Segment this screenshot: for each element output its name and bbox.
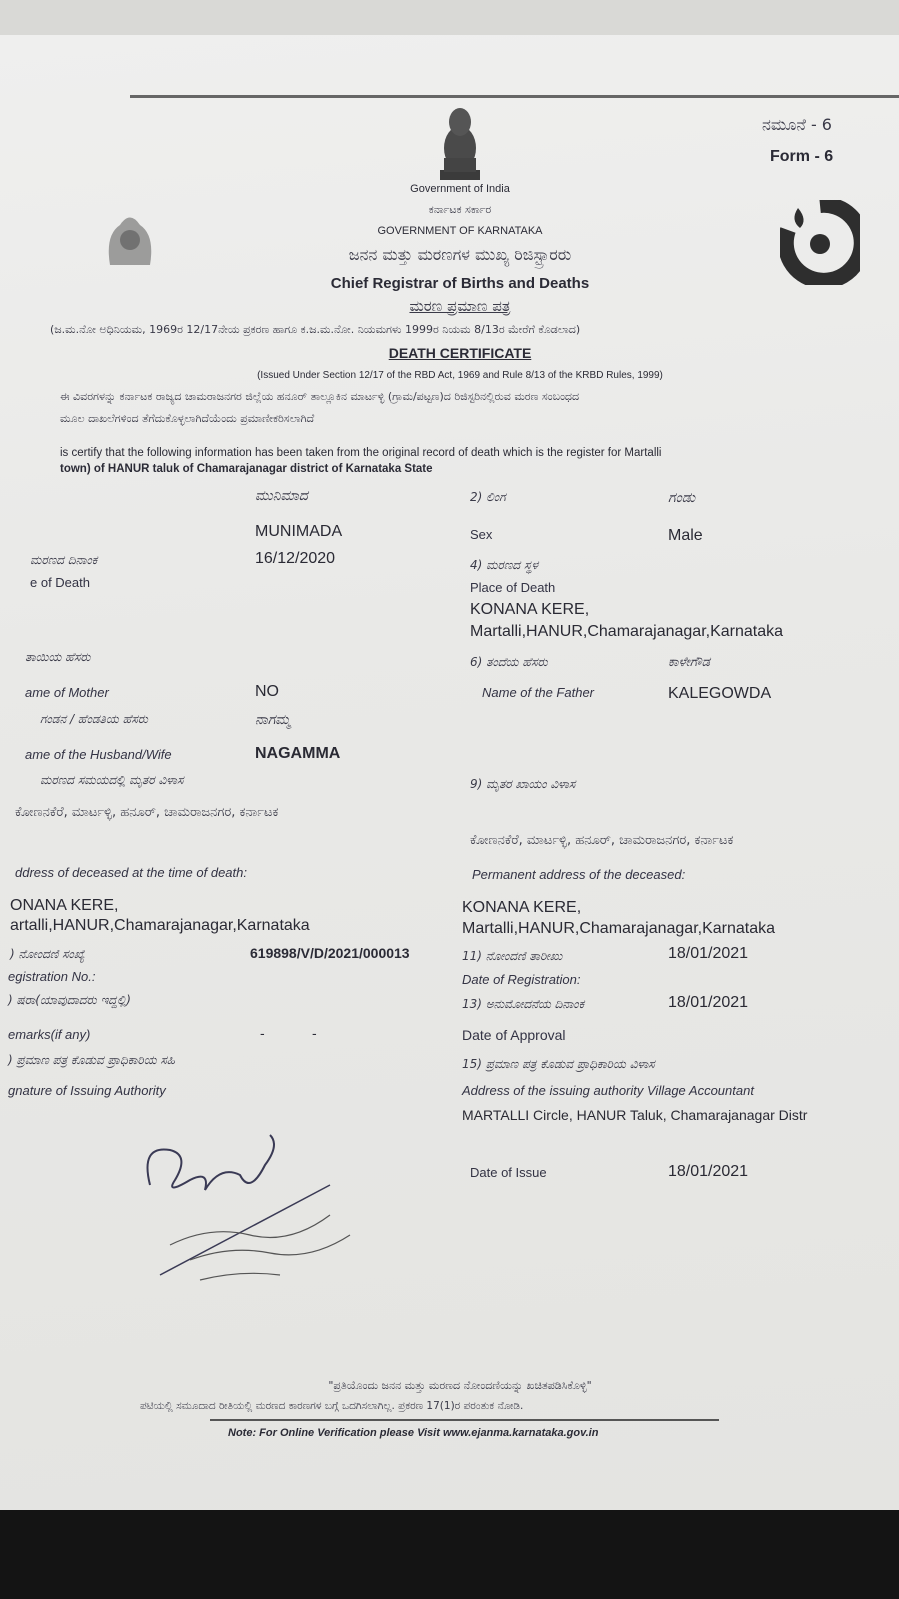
cert-kn: ಮರಣ ಪ್ರಮಾಣ ಪತ್ರ <box>409 297 511 315</box>
form-no-en: Form - 6 <box>770 148 834 165</box>
reg-label-kn: ) ನೋಂದಣಿ ಸಂಖ್ಯೆ <box>10 947 85 961</box>
intro-kn-1: ಈ ವಿವರಗಳನ್ನು ಕರ್ನಾಟಕ ರಾಜ್ಯದ ಚಾಮರಾಜನಗರ ಜಿಲ್ಲೆಯ ಹನೂರ್ ತಾಲ್ಲೂಕಿನ ಮಾರ್ಟಳ್ಳಿ (ಗ್ರಾಮ/ಪಟ್ಟಣ)ದ ರಿಜಿಸ್ಟರಿನಲ್ಲಿರುವ ಮರಣ ಸಂಬಂಧದ <box>60 390 580 403</box>
addr-perm-1: KONANA KERE, <box>462 899 582 916</box>
act-kn: (ಜ.ಮ.ನೋ ಅಧಿನಿಯಮ, 1969ರ 12/17ನೇಯ ಪ್ರಕರಣ ಹಾಗೂ ಕ.ಜ.ಮ.ನೋ. ನಿಯಮಗಳು 1999ರ ನಿಯಮ 8/13ರ ಮೇರೆಗೆ ಕೊಡಲಾದ) <box>50 323 581 336</box>
issuer-address: MARTALLI Circle, HANUR Taluk, Chamarajanagar Distr <box>462 1107 808 1123</box>
remarks-label-kn: ) ಷರಾ(ಯಾವುದಾದರು ಇದ್ದಲ್ಲಿ) <box>8 993 131 1007</box>
father-label-kn: 6) ತಂದೆಯ ಹೆಸರು <box>470 655 548 669</box>
sign-label-kn: ) ಪ್ರಮಾಣ ಪತ್ರ ಕೊಡುವ ಪ್ರಾಧಿಕಾರಿಯ ಸಹಿ <box>8 1053 176 1067</box>
desk-background <box>0 1510 899 1599</box>
approval-date: 18/01/2021 <box>668 994 749 1011</box>
footer-rule <box>210 1419 719 1421</box>
place-of-death-1: KONANA KERE, <box>470 601 590 618</box>
registrar-en: Chief Registrar of Births and Deaths <box>330 275 590 292</box>
issuer-addr-label-kn: 15) ಪ್ರಮಾಣ ಪತ್ರ ಕೊಡುವ ಪ್ರಾಧಿಕಾರಿಯ ವಿಳಾಸ <box>462 1057 655 1071</box>
spouse-label: ame of the Husband/Wife <box>25 747 172 762</box>
dod-label-kn: ಮರಣದ ದಿನಾಂಕ <box>30 553 98 567</box>
name-value: MUNIMADA <box>255 523 343 540</box>
name-kn: ಮುನಿಮಾದ <box>255 488 308 504</box>
father-label: Name of the Father <box>482 685 594 700</box>
issuer-addr-label: Address of the issuing authority Village Accountant <box>462 1083 754 1098</box>
mother-value: NO <box>255 683 279 700</box>
addr-death-kn: ಕೋಣನಕೆರೆ, ಮಾರ್ಟಳ್ಳಿ, ಹನೂರ್, ಚಾಮರಾಜನಗರ, ಕರ್ನಾಟಕ <box>15 805 279 820</box>
cert-title: DEATH CERTIFICATE <box>388 345 532 361</box>
addr-death-1: ONANA KERE, <box>10 897 119 914</box>
mother-label-kn: ತಾಯಿಯ ಹೆಸರು <box>25 650 91 664</box>
addr-death-label: ddress of deceased at the time of death: <box>15 865 247 880</box>
addr-perm-2: Martalli,HANUR,Chamarajanagar,Karnataka <box>462 920 776 937</box>
remarks-dash-2: - <box>312 1025 317 1041</box>
reg-date-label: Date of Registration: <box>462 972 581 987</box>
issued-under: (Issued Under Section 12/17 of the RBD Act, 1969 and Rule 8/13 of the KRBD Rules, 1999) <box>257 370 663 381</box>
gov-kn: ಕರ್ನಾಟಕ ಸರ್ಕಾರ <box>428 203 492 216</box>
remarks-label: emarks(if any) <box>8 1027 91 1042</box>
gov-india: Government of India <box>410 183 510 195</box>
approval-label-kn: 13) ಅನುಮೋದನೆಯ ದಿನಾಂಕ <box>462 997 585 1011</box>
approval-label: Date of Approval <box>462 1027 566 1043</box>
footer-note: Note: For Online Verification please Visit www.ejanma.karnataka.gov.in <box>228 1427 599 1439</box>
pod-label: Place of Death <box>470 580 556 595</box>
intro-kn-2: ಮೂಲ ದಾಖಲೆಗಳಿಂದ ತೆಗೆದುಕೊಳ್ಳಲಾಗಿದೆಯೆಂದು ಪ್ರಮಾಣೀಕರಿಸಲಾಗಿದೆ <box>60 412 315 425</box>
addr-perm-kn: ಕೋಣನಕೆರೆ, ಮಾರ್ಟಳ್ಳಿ, ಹನೂರ್, ಚಾಮರಾಜನಗರ, ಕರ್ನಾಟಕ <box>470 833 734 848</box>
sign-label: gnature of Issuing Authority <box>8 1083 166 1098</box>
gov-karnataka: GOVERNMENT OF KARNATAKA <box>377 225 543 237</box>
mother-label: ame of Mother <box>25 685 109 700</box>
spouse-label-kn: ಗಂಡನ / ಹೆಂಡತಿಯ ಹೆಸರು <box>40 712 148 726</box>
spouse-kn: ನಾಗಮ್ಮ <box>255 712 291 728</box>
registration-number: 619898/V/D/2021/000013 <box>250 945 410 961</box>
addr-perm-label-kn: 9) ಮೃತರ ಖಾಯಂ ವಿಳಾಸ <box>470 777 576 791</box>
date-of-death: 16/12/2020 <box>255 550 336 567</box>
dod-label: e of Death <box>30 575 90 590</box>
father-kn: ಕಾಳೇಗೌಡ <box>668 655 710 670</box>
spouse-value: NAGAMMA <box>255 745 341 762</box>
footer-quote: "ಪ್ರತಿಯೊಂದು ಜನನ ಮತ್ತು ಮರಣದ ನೋಂದಣಿಯನ್ನು ಖಚಿತಪಡಿಸಿಕೊಳ್ಳಿ" <box>328 1379 592 1392</box>
form-no-kn: ನಮೂನೆ - 6 <box>762 115 832 134</box>
reg-label: egistration No.: <box>8 969 96 984</box>
pod-label-kn: 4) ಮರಣದ ಸ್ಥಳ <box>470 558 539 572</box>
addr-death-2: artalli,HANUR,Chamarajanagar,Karnataka <box>10 917 310 934</box>
intro-en-1: is certify that the following information has been taken from the original record of death which is the register for Martalli <box>60 447 662 459</box>
addr-perm-label: Permanent address of the deceased: <box>472 867 686 882</box>
issue-date: 18/01/2021 <box>668 1163 749 1180</box>
top-rule <box>130 95 899 98</box>
issue-date-label: Date of Issue <box>470 1165 547 1180</box>
place-of-death-2: Martalli,HANUR,Chamarajanagar,Karnataka <box>470 623 784 640</box>
addr-death-label-kn: ಮರಣದ ಸಮಯದಲ್ಲಿ ಮೃತರ ವಿಳಾಸ <box>40 773 184 787</box>
sex-value: Male <box>668 527 703 544</box>
sex-label: Sex <box>470 527 493 542</box>
national-emblem-icon <box>430 100 490 185</box>
karnataka-seal-icon <box>100 205 160 275</box>
registration-date: 18/01/2021 <box>668 945 749 962</box>
sex-label-kn: 2) ಲಿಂಗ <box>470 490 506 504</box>
registrar-kn: ಜನನ ಮತ್ತು ಮರಣಗಳ ಮುಖ್ಯ ರಿಜಿಸ್ಟ್ರಾರರು <box>348 245 572 264</box>
intro-en-2: town) of HANUR taluk of Chamarajanagar district of Karnataka State <box>60 463 433 475</box>
death-certificate <box>0 35 899 1510</box>
father-value: KALEGOWDA <box>668 685 772 702</box>
remarks-dash-1: - <box>260 1025 265 1041</box>
sex-kn: ಗಂಡು <box>668 490 696 506</box>
footer-line: ಪಟಿಯಲ್ಲಿ ಸಮೂದಾದ ರೀತಿಯಲ್ಲಿ ಮರಣದ ಕಾರಣಗಳ ಬಗ್ಗೆ ಒದಗಿಸಲಾಗಿಲ್ಲ. ಪ್ರಕರಣ 17(1)ರ ಪರಂತುಕ ನೋಡಿ. <box>140 1400 524 1412</box>
ejanma-logo-icon <box>780 200 860 285</box>
signature-stamp-icon <box>130 1125 390 1295</box>
reg-date-label-kn: 11) ನೋಂದಣಿ ತಾರೀಖು <box>462 949 563 963</box>
